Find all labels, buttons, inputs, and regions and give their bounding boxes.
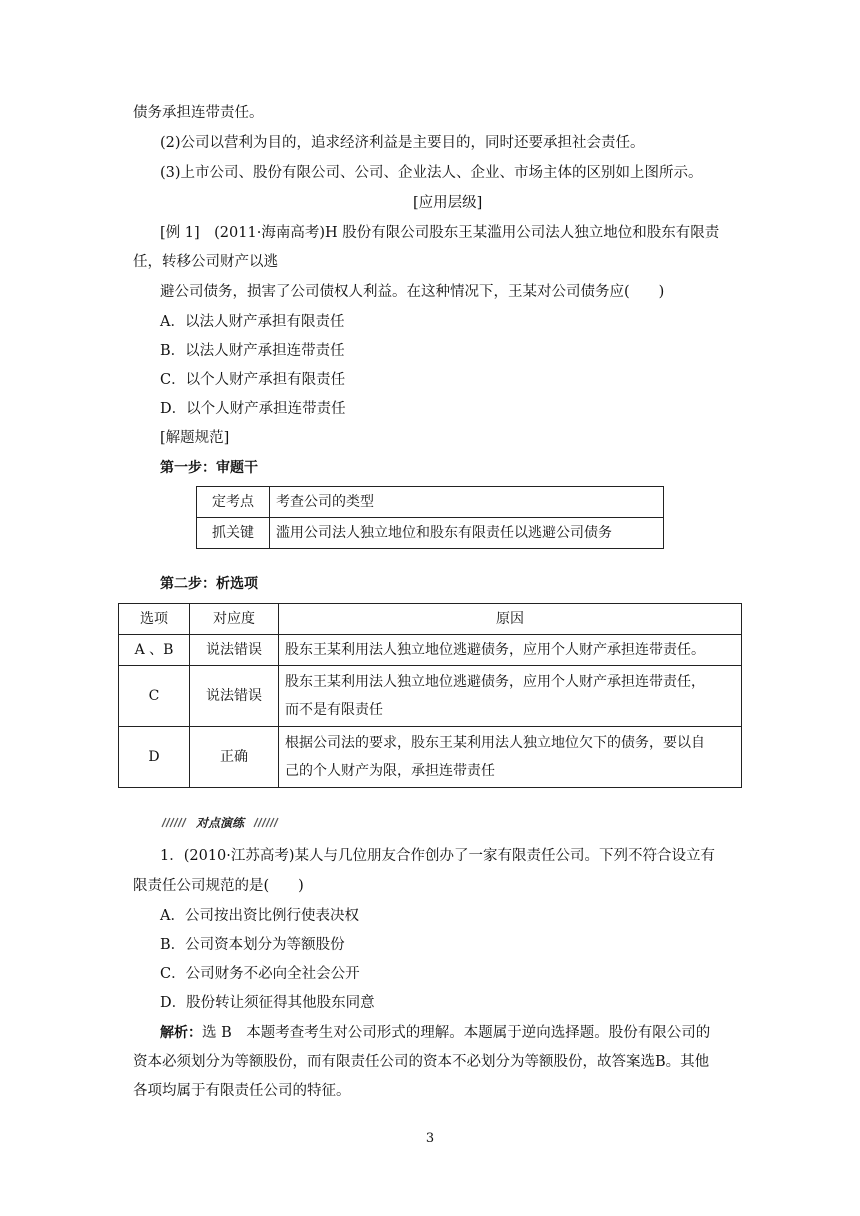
intro-line-3: (3)上市公司、股份有限公司、公司、企业法人、企业、市场主体的区别如上图所示。 [160,165,703,181]
analysis-line-2: 资本必须划分为等额股份，而有限责任公司的资本不必划分为等额股份，故答案选B。其他 [133,1054,710,1070]
reason-cell [279,635,742,666]
question-option-c: C．公司财务不必向全社会公开 [160,966,360,982]
question-line-2: 限责任公司规范的是( ) [133,878,304,894]
analysis-line-3: 各项均属于有限责任公司的特征。 [133,1083,351,1099]
step1-value: 滥用公司法人独立地位和股东有限责任以逃避公司债务 [270,518,664,549]
step2-table [118,603,742,788]
header-reason: 原因 [279,604,742,635]
intro-line-2: (2)公司以营利为目的，追求经济利益是主要目的，同时还要承担社会责任。 [160,135,645,151]
example-option-c: C．以个人财产承担有限责任 [160,372,346,388]
practice-banner [160,814,290,830]
example-option-a: A．以法人财产承担有限责任 [160,314,345,330]
step1-key: 抓关键 [197,518,270,549]
reason-cell [279,666,742,727]
option-cell: C [119,666,190,727]
question-option-b: B．公司资本划分为等额股份 [160,937,345,953]
example-line-3: 避公司债务，损害了公司债权人利益。在这种情况下，王某对公司债务应( ) [160,284,665,300]
analysis-line-1 [160,1023,710,1043]
intro-line-1: 债务承担连带责任。 [133,105,264,121]
step1-value: 考查公司的类型 [270,487,664,518]
option-cell: D [119,727,190,788]
option-cell: A 、B [119,635,190,666]
step1-title: 第一步：审题干 [160,460,258,476]
example-line-2: 任，转移公司财产以逃 [133,254,278,270]
verdict-cell: 正确 [190,727,279,788]
reason-line: 根据公司法的要求，股东王某利用法人独立地位欠下的债务，要以自 [285,735,705,751]
question-line-1: 1．(2010·江苏高考)某人与几位朋友合作创办了一家有限责任公司。下列不符合设立有 [160,848,716,864]
header-option: 选项 [119,604,190,635]
table-row [197,518,664,549]
table-row [119,666,742,727]
analysis-text: 选 B 本题考查考生对公司形式的理解。本题属于逆向选择题。股份有限公司的 [202,1025,711,1041]
practice-banner-text: 对点演练 [195,816,245,830]
table-row [119,727,742,788]
example-line-1: [例 1] (2011·海南高考)H 股份有限公司股东王某滥用公司法人独立地位和股东有限责 [160,225,720,241]
question-option-a: A．公司按出资比例行使表决权 [160,908,359,924]
verdict-cell: 说法错误 [190,666,279,727]
table-row [119,635,742,666]
step1-table [196,486,664,549]
step2-title: 第二步：析选项 [160,576,258,592]
example-option-b: B．以法人财产承担连带责任 [160,343,345,359]
page-number: 3 [425,1131,435,1146]
question-option-d: D．股份转让须征得其他股东同意 [160,995,375,1011]
example-option-d: D．以个人财产承担连带责任 [160,401,346,417]
verdict-cell: 说法错误 [190,635,279,666]
reason-line: 而不是有限责任 [285,702,383,718]
reason-line: 己的个人财产为限，承担连带责任 [285,763,495,779]
reason-cell [279,727,742,788]
table-row [197,487,664,518]
reason-line: 股东王某利用法人独立地位逃避债务，应用个人财产承担连带责任， [285,674,705,690]
table-header-row [119,604,742,635]
solution-label: [解题规范] [160,430,230,446]
level-heading: [应用层级] [413,195,483,211]
analysis-label: 解析： [160,1025,202,1041]
step1-key: 定考点 [197,487,270,518]
header-verdict: 对应度 [190,604,279,635]
reason-line: 股东王某利用法人独立地位逃避债务，应用个人财产承担连带责任。 [285,642,705,658]
